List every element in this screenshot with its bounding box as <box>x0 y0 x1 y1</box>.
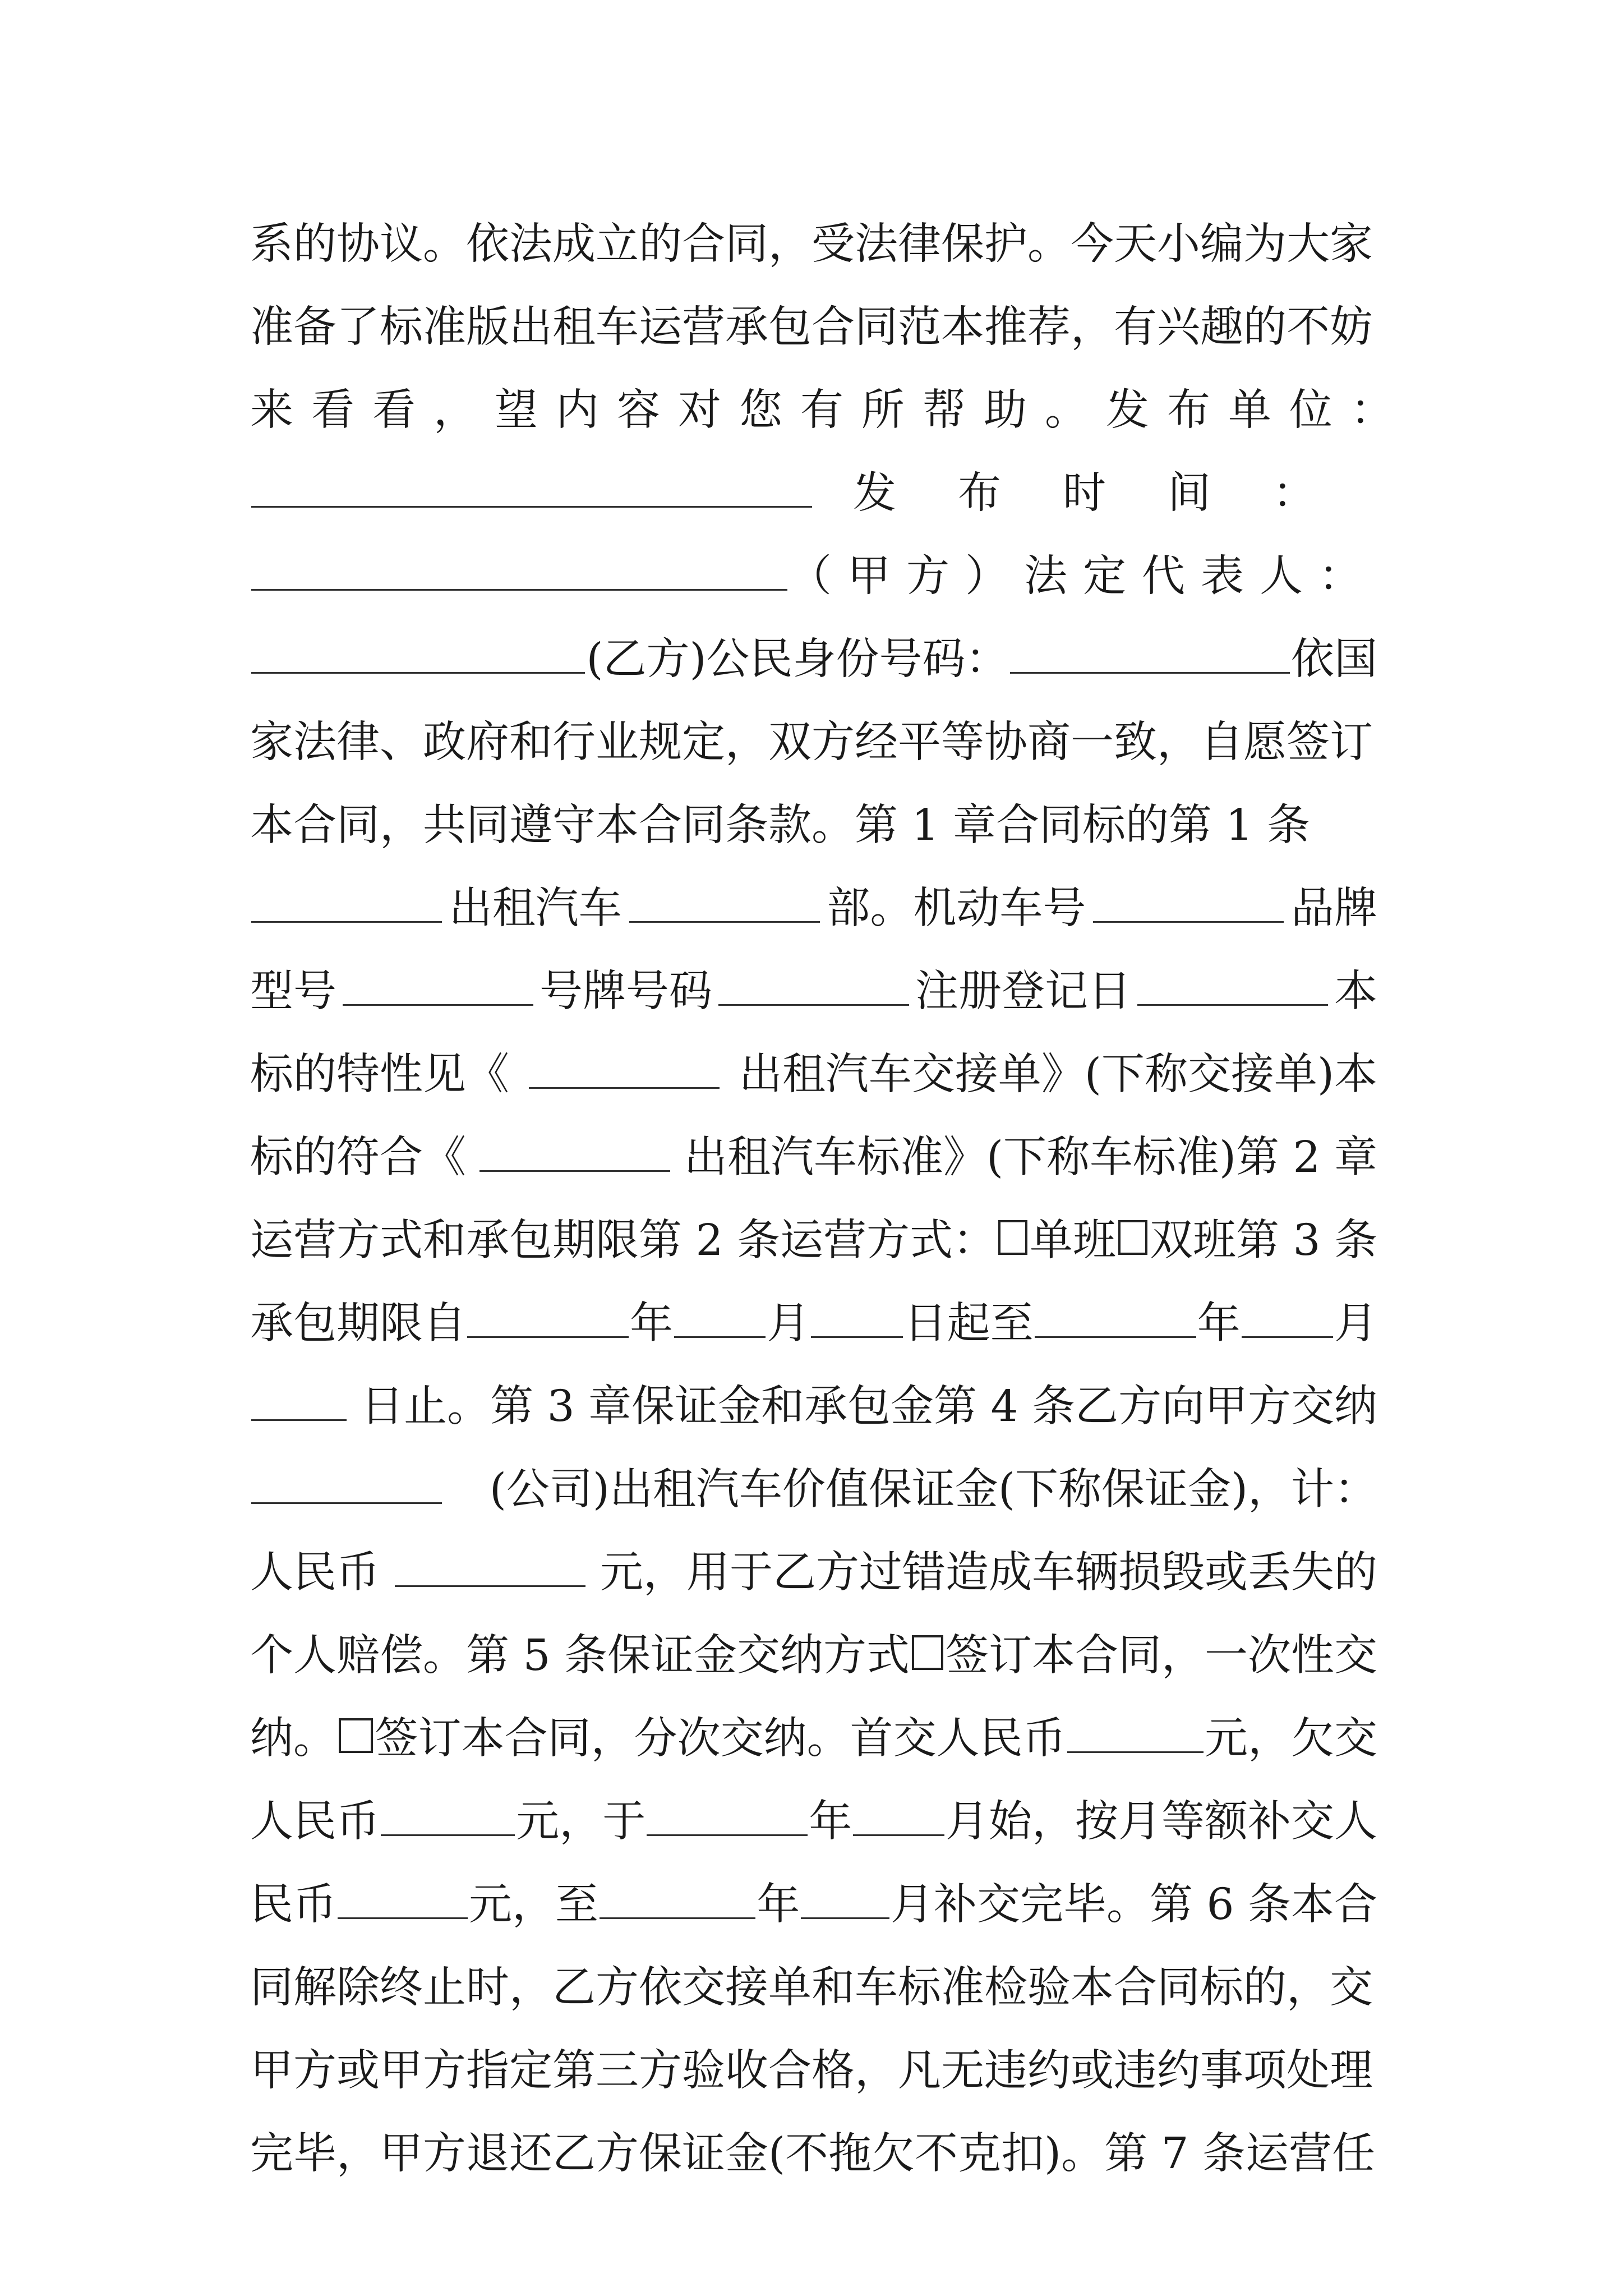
fill-blank[interactable] <box>338 1878 468 1919</box>
text-segment: 出租汽车 <box>449 884 622 933</box>
fill-blank[interactable] <box>801 1878 889 1919</box>
text-line <box>250 2030 1377 2113</box>
publisher-blank[interactable] <box>251 467 812 508</box>
text-segment: 同解除终止时，乙方依交接单和车标准检验本合同标的，交 <box>250 1963 1373 2013</box>
text-segment: 型号 <box>250 967 336 1016</box>
text-segment: 家法律、政府和行业规定，双方经平等协商一致，自愿签订 <box>250 717 1373 767</box>
fill-blank[interactable] <box>381 1795 515 1836</box>
fill-blank[interactable] <box>1067 1712 1204 1753</box>
text-segment: 出租汽车交接单》(下称交接单)本 <box>739 1050 1377 1099</box>
legal-rep-blank[interactable] <box>251 633 585 674</box>
text-segment: 标的特性见《 <box>250 1050 509 1099</box>
fill-blank[interactable] <box>1137 965 1328 1006</box>
fill-blank[interactable] <box>600 1878 755 1919</box>
text-line <box>250 1614 1377 1697</box>
fill-blank[interactable] <box>853 1795 944 1836</box>
text-segment: 号牌号码 <box>540 967 712 1016</box>
text-segment: 民币 <box>250 1880 336 1930</box>
fill-blank[interactable] <box>251 1463 442 1504</box>
text-segment: 元，于 <box>516 1797 646 1847</box>
text-segment: 个人赔偿。第 5 条保证金交纳方式 <box>250 1631 910 1681</box>
text-segment: 本合同，共同遵守本合同条款。第 1 章合同标的第 1 条 <box>250 800 1310 850</box>
text-segment: 元，用于乙方过错造成车辆损毁或丢失的 <box>600 1548 1377 1598</box>
text-line <box>250 1448 1377 1531</box>
fill-blank[interactable] <box>674 1297 766 1338</box>
text-segment: 人民币 <box>250 1797 380 1847</box>
text-line <box>250 369 1412 452</box>
text-segment: 来看看，望内容对您有所帮助。发布单位： <box>250 385 1412 435</box>
text-segment: (乙方)公民身份号码： <box>586 634 1009 684</box>
text-segment: 依国 <box>1291 634 1377 684</box>
text-segment: 承包期限自 <box>250 1299 466 1349</box>
text-segment: 纳。 <box>250 1714 336 1764</box>
text-line <box>250 1864 1377 1947</box>
text-line <box>250 286 1377 369</box>
text-line <box>250 1780 1377 1864</box>
checkbox-double-shift[interactable] <box>1118 1220 1147 1255</box>
text-line <box>250 1282 1377 1365</box>
text-segment: 双班第 3 条 <box>1150 1216 1377 1266</box>
text-segment: 年 <box>809 1797 852 1847</box>
text-segment: 月 <box>767 1299 810 1349</box>
id-number-blank[interactable] <box>1010 633 1290 674</box>
text-segment: 元，至 <box>468 1880 598 1930</box>
text-segment: 单班 <box>1030 1216 1116 1266</box>
text-segment: 年 <box>1197 1299 1241 1349</box>
text-line <box>250 1199 1377 1282</box>
text-segment: 签订本合同，分次交纳。首交人民币 <box>375 1714 1066 1764</box>
fill-blank[interactable] <box>343 965 533 1006</box>
fill-blank[interactable] <box>811 1297 902 1338</box>
text-segment: 月补交完毕。第 6 条本合 <box>891 1880 1377 1930</box>
fill-blank[interactable] <box>1242 1297 1333 1338</box>
fill-blank[interactable] <box>629 882 820 923</box>
text-segment: 运营方式和承包期限第 2 条运营方式： <box>250 1216 996 1266</box>
checkbox-installments[interactable] <box>339 1718 373 1753</box>
text-segment: 日止。第 3 章保证金和承包金第 4 条乙方向甲方交纳 <box>361 1382 1377 1432</box>
text-segment: 部。机动车号 <box>827 884 1086 933</box>
text-segment: 年 <box>757 1880 800 1930</box>
fill-blank[interactable] <box>647 1795 808 1836</box>
text-segment: 甲方或甲方指定第三方验收合格，凡无违约或违约事项处理 <box>250 2046 1373 2096</box>
text-segment: 日起至 <box>903 1299 1034 1349</box>
text-line <box>250 1697 1377 1780</box>
text-line <box>250 1947 1377 2030</box>
fill-blank[interactable] <box>395 1546 585 1587</box>
text-line <box>250 950 1377 1033</box>
text-segment: 人民币 <box>250 1548 380 1598</box>
text-line <box>250 618 1377 701</box>
text-line <box>250 535 1377 618</box>
text-line <box>250 784 1377 867</box>
text-segment: 出租汽车标准》(下称车标准)第 2 章 <box>684 1133 1377 1182</box>
text-line <box>250 1033 1377 1116</box>
text-segment: 月 <box>1334 1299 1378 1349</box>
contract-body-text <box>250 203 1412 2196</box>
fill-blank[interactable] <box>529 1048 720 1089</box>
fill-blank[interactable] <box>251 882 442 923</box>
fill-blank[interactable] <box>467 1297 629 1338</box>
text-segment: 完毕，甲方退还乙方保证金(不拖欠不克扣)。第 7 条运营任 <box>250 2129 1376 2179</box>
checkbox-single-shift[interactable] <box>998 1220 1027 1255</box>
text-line <box>250 2113 1377 2196</box>
text-segment: 月始，按月等额补交人 <box>946 1797 1377 1847</box>
text-segment: 元，欠交 <box>1205 1714 1377 1764</box>
fill-blank[interactable] <box>479 1131 670 1172</box>
checkbox-lump-sum[interactable] <box>912 1635 943 1670</box>
text-line <box>250 867 1377 950</box>
publish-time-blank[interactable] <box>251 550 787 591</box>
text-line <box>250 1116 1377 1199</box>
text-line <box>250 701 1377 784</box>
fill-blank[interactable] <box>251 1380 347 1421</box>
text-segment: 品牌 <box>1290 884 1377 933</box>
text-segment: 签订本合同，一次性交 <box>946 1631 1377 1681</box>
text-segment: 标的符合《 <box>250 1133 466 1182</box>
text-line <box>250 203 1377 286</box>
text-segment: 注册登记日 <box>915 967 1131 1016</box>
text-segment: 年 <box>630 1299 674 1349</box>
fill-blank[interactable] <box>1093 882 1284 923</box>
text-segment: 系的协议。依法成立的合同，受法律保护。今天小编为大家 <box>250 219 1373 269</box>
fill-blank[interactable] <box>1035 1297 1196 1338</box>
text-line <box>250 452 1377 535</box>
text-segment: （甲方）法定代表人： <box>789 551 1377 601</box>
text-line <box>250 1531 1377 1614</box>
text-segment: (公司)出租汽车价值保证金(下称保证金)，计： <box>489 1465 1377 1515</box>
text-segment: 发布时间： <box>853 468 1377 518</box>
text-line <box>250 1365 1377 1448</box>
text-segment: 本 <box>1334 967 1377 1016</box>
fill-blank[interactable] <box>718 965 909 1006</box>
text-segment: 准备了标准版出租车运营承包合同范本推荐，有兴趣的不妨 <box>250 302 1373 352</box>
